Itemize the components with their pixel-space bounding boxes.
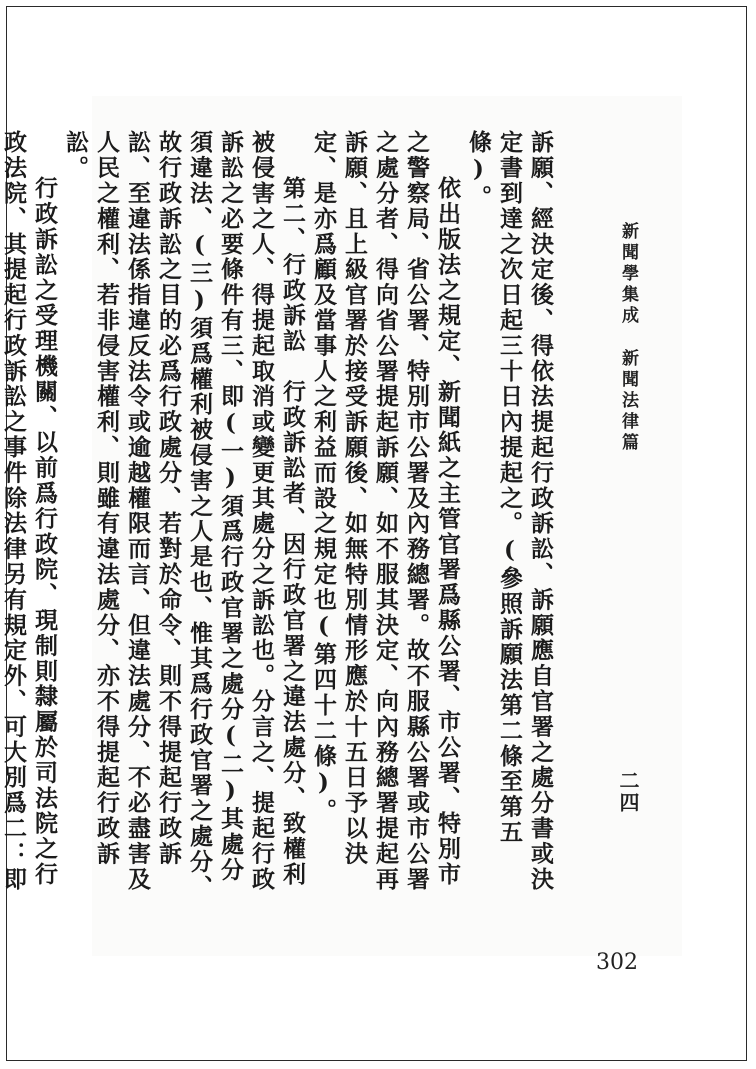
section-title: 新聞法律篇 <box>618 349 638 454</box>
paragraph-1: 訴願、經決定後、得依法提起行政訴訟、訴願應自官署之處分書或決定書到達之次日起三十日內提起之。(參照訴願法第二條至第五條)。 <box>465 130 554 892</box>
book-title: 新聞學集成 <box>618 222 638 327</box>
chinese-page-number: 二四 <box>616 770 640 814</box>
paragraph-2: 依出版法之規定、新聞紙之主管官署爲縣公署、市公署、特別市之警察局、省公署、特別市公署及內務總署。故不服縣公署或市公署之處分者、得向省公署提起訴願、如不服其決定、向內務總署提起再訴願、且上級官署於接受訴願後、如無特別情形應於十五日予以決定、是亦爲顧及當事人之利益而設之規定也(第四十二條)。 <box>310 130 461 892</box>
running-header <box>616 222 641 454</box>
paragraph-4: 行政訴訟之受理機關、以前爲行政院、現制則隸屬於司法院之行政法院、其提起行政訴訟之事件除法律另有規定外、可大別爲二：即 <box>0 130 58 892</box>
page-number: 302 <box>596 950 638 975</box>
body-text <box>0 130 556 900</box>
paragraph-3: 第二、行政訴訟 行政訴訟者、因行政官署之違法處分、致權利被侵害之人、得提起取消或變更其處分之訴訟也。分言之、提起行政訴訟之必要條件有三、即(一)須爲行政官署之處分(二)其處分須違法、(三)須爲權利被侵害之人是也、惟其爲行政官署之處分、故行政訴訟之目的必爲行政處分、若對於命令、則不得提起行政訴訟、至違法係指違反法令或逾越權限而言、但違法處分、不必盡害及人民之權利、若非侵害權利、則雖有違法處分、亦不得提起行政訴訟。 <box>62 130 306 900</box>
